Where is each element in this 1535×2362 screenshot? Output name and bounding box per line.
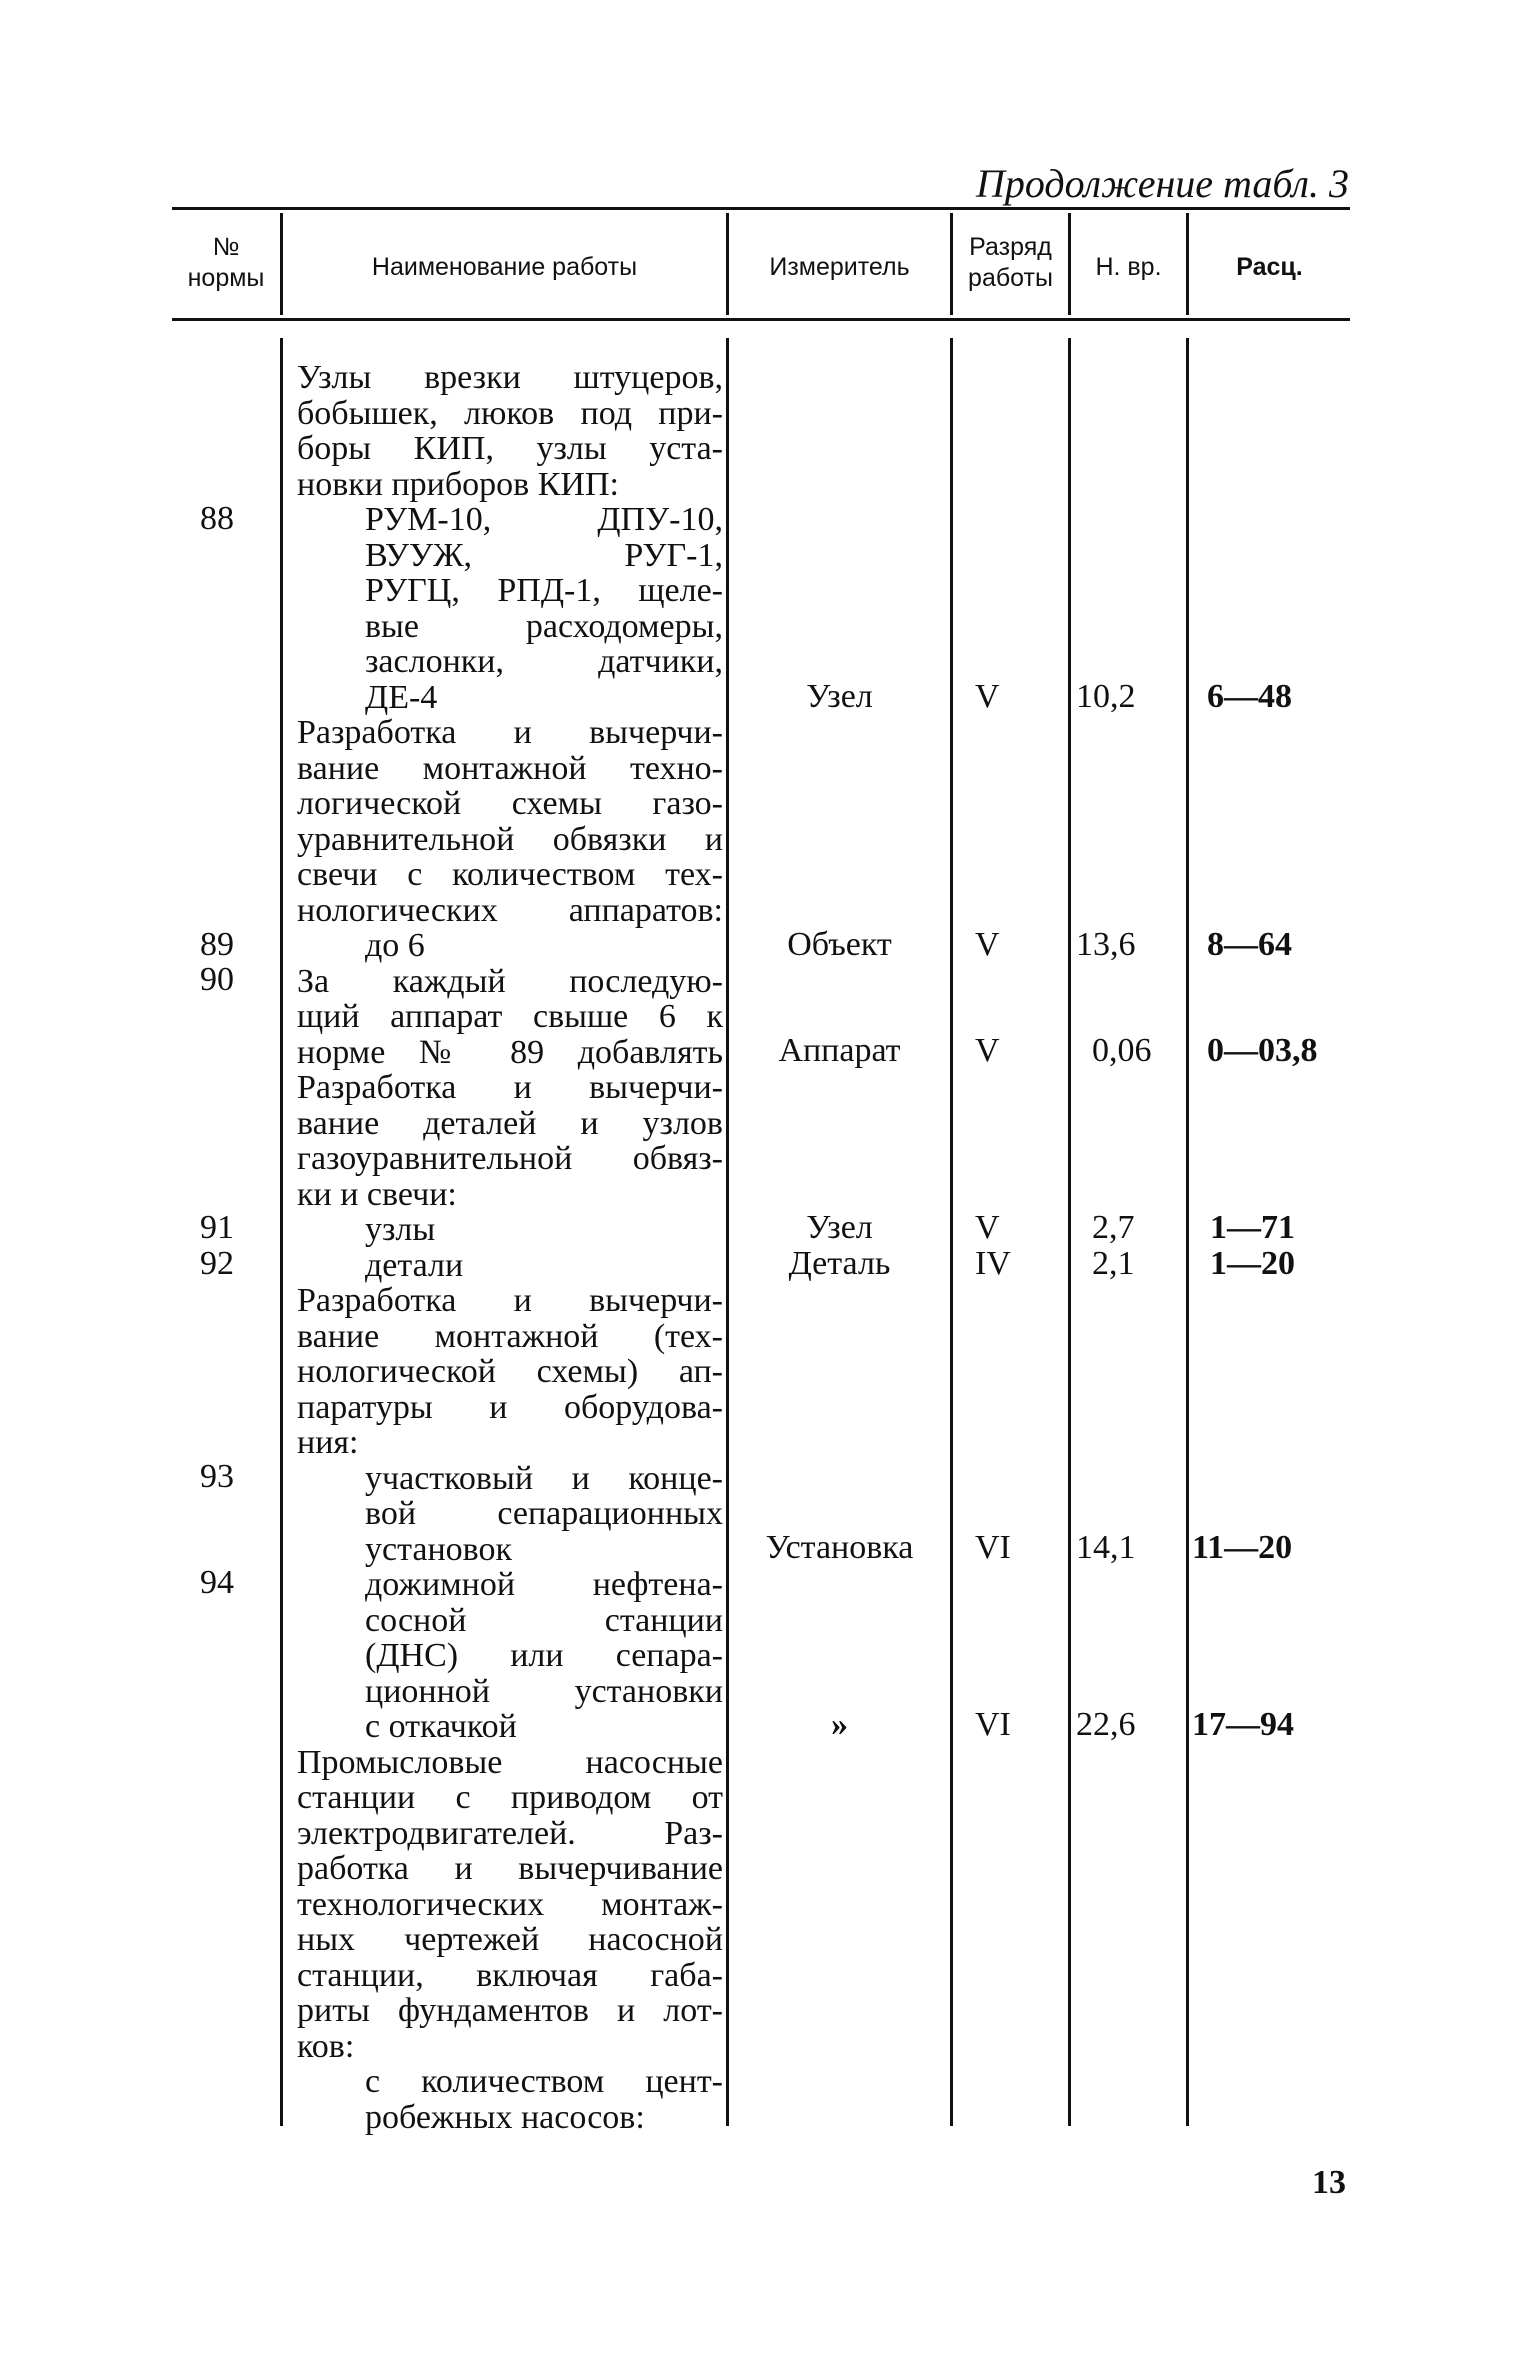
rate-cell: 17—94 <box>1192 1706 1294 1743</box>
time-cell: 2,7 <box>1092 1209 1135 1246</box>
body-sep-1 <box>280 338 283 2126</box>
desc-line: детали <box>365 1246 464 1284</box>
desc-line: заслонки, датчики, <box>365 643 723 680</box>
grade-cell: VI <box>975 1706 1011 1743</box>
unit-cell: » <box>831 1706 848 1743</box>
body-sep-4 <box>1068 338 1071 2126</box>
desc-line: установок <box>365 1530 512 1568</box>
desc-line: вание монтажной (тех- <box>297 1317 723 1355</box>
norm-number: 88 <box>200 500 234 537</box>
desc-line: сосной станции <box>365 1601 723 1639</box>
time-cell: 14,1 <box>1076 1529 1136 1566</box>
grade-cell: V <box>975 1209 1000 1246</box>
rate-cell: 0—03,8 <box>1207 1032 1318 1069</box>
grade-cell: IV <box>975 1245 1011 1282</box>
desc-line: РУМ-10, ДПУ-10, <box>365 501 723 538</box>
header-unit: Измеритель <box>769 253 910 281</box>
desc-line: боры КИП, узлы уста- <box>297 430 723 467</box>
time-cell: 13,6 <box>1076 926 1136 963</box>
desc-line: ных чертежей насосной <box>297 1921 723 1958</box>
norm-number: 92 <box>200 1245 234 1282</box>
time-cell: 22,6 <box>1076 1706 1136 1743</box>
header-top-rule <box>172 207 1350 210</box>
desc-line: новки приборов КИП: <box>297 465 619 503</box>
desc-line: нологических аппаратов: <box>297 891 723 929</box>
grade-cell: V <box>975 926 1000 963</box>
desc-line: вой сепарационных <box>365 1495 723 1532</box>
desc-line: паратуры и оборудова- <box>297 1388 723 1426</box>
norm-number: 94 <box>200 1564 234 1601</box>
work-description <box>297 360 723 2135</box>
header-norm-no: № нормы <box>187 233 265 293</box>
body-sep-3 <box>950 338 953 2126</box>
desc-line: узлы <box>365 1211 436 1248</box>
header-grade: Разряд работы <box>968 233 1053 293</box>
unit-cell: Установка <box>765 1529 914 1566</box>
desc-line: ков: <box>297 2027 355 2065</box>
desc-line: За каждый последую- <box>297 962 723 1000</box>
desc-line: РУГЦ, РПД-1, щеле- <box>365 572 723 609</box>
desc-line: электродвигателей. Раз- <box>297 1814 723 1852</box>
table-caption: Продолжение табл. 3 <box>975 161 1349 206</box>
unit-cell: Узел <box>806 678 873 715</box>
time-cell: 10,2 <box>1076 678 1136 715</box>
desc-line: логической схемы газо- <box>297 785 723 822</box>
desc-line: ния: <box>297 1424 359 1461</box>
desc-line: с откачкой <box>365 1708 517 1745</box>
time-cell: 2,1 <box>1092 1245 1135 1282</box>
desc-line: участковый и конце- <box>365 1459 723 1497</box>
header-bottom-rule <box>172 318 1350 321</box>
desc-line: робежных насосов: <box>365 2098 645 2136</box>
desc-line: до 6 <box>365 927 425 964</box>
desc-line: станции, включая габа- <box>297 1956 723 1994</box>
desc-line: (ДНС) или сепара- <box>365 1637 723 1674</box>
desc-line: ВУУЖ, РУГ-1, <box>365 536 723 574</box>
rate-cell: 1—71 <box>1210 1209 1295 1246</box>
norm-number: 89 <box>200 926 234 963</box>
norm-number: 90 <box>200 961 234 998</box>
time-cell: 0,06 <box>1092 1032 1152 1069</box>
rate-cell: 6—48 <box>1207 678 1292 715</box>
desc-line: свечи с количеством тех- <box>297 856 723 893</box>
desc-line: бобышек, люков под при- <box>297 394 723 432</box>
rate-cell: 11—20 <box>1192 1529 1293 1566</box>
desc-line: с количеством цент- <box>365 2063 723 2100</box>
rate-cell: 8—64 <box>1207 926 1292 963</box>
desc-line: вание монтажной техно- <box>297 749 723 787</box>
desc-line: дожимной нефтена- <box>365 1566 723 1603</box>
desc-line: работка и вычерчивание <box>297 1850 723 1887</box>
header-time: Н. вр. <box>1095 253 1162 281</box>
norm-number: 93 <box>200 1458 234 1495</box>
grade-cell: VI <box>975 1529 1011 1566</box>
desc-line: ционной установки <box>365 1672 723 1710</box>
body-sep-5 <box>1186 338 1189 2126</box>
desc-line: вые расходомеры, <box>365 607 723 645</box>
desc-line: Промысловые насосные <box>297 1743 723 1781</box>
unit-cell: Аппарат <box>778 1032 901 1069</box>
desc-line: Узлы врезки штуцеров, <box>297 359 723 396</box>
norm-number: 91 <box>200 1209 234 1246</box>
desc-line: технологических монтаж- <box>297 1885 723 1923</box>
desc-line: уравнительной обвязки и <box>297 820 723 858</box>
desc-line: риты фундаментов и лот- <box>297 1992 723 2029</box>
desc-line: норме № 89 добавлять <box>297 1033 723 1071</box>
page-number: 13 <box>1312 2164 1346 2201</box>
header-work-name: Наименование работы <box>371 253 638 281</box>
desc-line: щий аппарат свыше 6 к <box>297 998 723 1035</box>
desc-line: нологической схемы) ап- <box>297 1353 723 1390</box>
rate-cell: 1—20 <box>1210 1245 1295 1282</box>
desc-line: ДЕ-4 <box>365 678 438 716</box>
desc-line: станции с приводом от <box>297 1779 723 1816</box>
unit-cell: Объект <box>787 926 892 963</box>
desc-line: Разработка и вычерчи- <box>297 1069 723 1106</box>
desc-line: ки и свечи: <box>297 1175 457 1213</box>
desc-line: вание деталей и узлов <box>297 1104 723 1142</box>
grade-cell: V <box>975 678 1000 715</box>
desc-line: Разработка и вычерчи- <box>297 1282 723 1319</box>
unit-cell: Деталь <box>788 1245 891 1282</box>
desc-line: Разработка и вычерчи- <box>297 714 723 751</box>
desc-line: газоуравнительной обвяз- <box>297 1140 723 1177</box>
unit-cell: Узел <box>806 1209 873 1246</box>
grade-cell: V <box>975 1032 1000 1069</box>
header-rate: Расц. <box>1236 253 1303 281</box>
